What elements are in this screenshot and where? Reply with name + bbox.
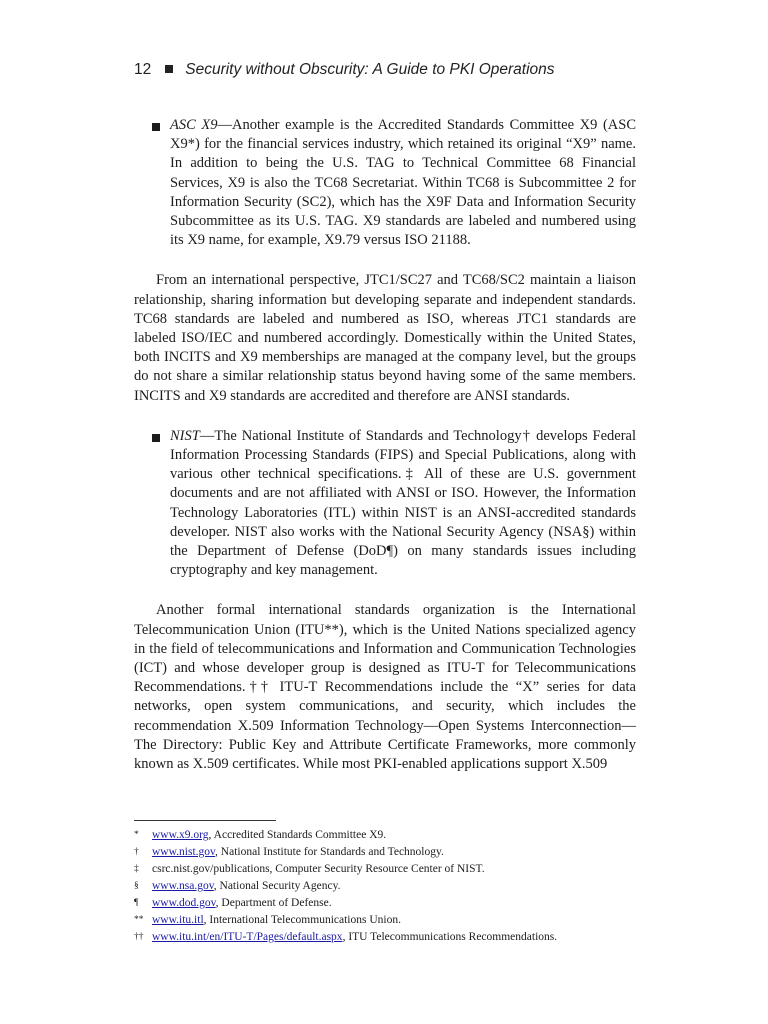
footnote-mark: * xyxy=(134,830,139,840)
footnote-link[interactable]: www.itu.itl xyxy=(152,914,204,926)
footnote-link[interactable]: www.nsa.gov xyxy=(152,880,214,892)
footnote-link[interactable]: www.itu.int/en/ITU-T/Pages/default.aspx xyxy=(152,931,343,943)
square-bullet-icon xyxy=(152,434,160,442)
page-number: 12 xyxy=(134,61,152,78)
footnote-mark: ‡ xyxy=(134,864,139,874)
footnote-mark: †† xyxy=(134,932,144,942)
bullet-body: —The National Institute of Standards and Technology† develops Federal Information Processing Standards (FIPS) and Special Publications, along with various other technical specifications.‡ All of these are U.S. government documents and are not affiliated with ANSI or ISO. However, the Information Technology Laboratories (ITL) within NIST is an ANSI-accredited standards developer. NIST also works with the National Security Agency (NSA§) within the Department of Defense (DoD¶) on many standards issues including cryptography and key management. xyxy=(170,427,636,579)
bullet-body: —Another example is the Accredited Standards Committee X9 (ASC X9*) for the financial services industry, which retained its original “X9” name. In addition to being the U.S. TAG to Technical Committee 68 Financial Services, X9 is also the TC68 Secretariat. Within TC68 is Subcommittee 2 for Information Security (SC2), which has the X9F Data and Information Security Subcommittee as its U.S. TAG. X9 standards are labeled and numbered using its X9 name, for example, X9.79 versus ISO 21188. xyxy=(170,117,636,249)
footnote-text: , ITU Telecommunications Recommendations. xyxy=(342,931,558,943)
footnote-text: csrc.nist.gov/publications, Computer Security Resource Center of NIST. xyxy=(152,863,485,875)
bullet-term: ASC X9 xyxy=(170,117,218,133)
footnote-link[interactable]: www.nist.gov xyxy=(152,846,216,858)
footnote-text: , Department of Defense. xyxy=(215,897,332,909)
footnote xyxy=(134,878,654,895)
book-title: Security without Obscurity: A Guide to PKI Operations xyxy=(185,61,555,78)
square-bullet-icon xyxy=(152,123,160,131)
footnote xyxy=(134,844,654,861)
footnote xyxy=(134,895,654,912)
bullet-item-nist xyxy=(134,427,636,581)
footnote-text: , Accredited Standards Committee X9. xyxy=(208,829,387,841)
footnote-text: , National Institute for Standards and Technology. xyxy=(215,846,444,858)
footnote-mark: ** xyxy=(134,915,144,925)
running-header xyxy=(134,59,728,81)
footnote-mark: † xyxy=(134,847,139,857)
bullet-item-asc-x9 xyxy=(134,116,636,250)
footnote-text: , National Security Agency. xyxy=(213,880,341,892)
footnote-mark: ¶ xyxy=(134,898,139,908)
paragraph: From an international perspective, JTC1/SC27 and TC68/SC2 maintain a liaison relationship, sharing information but developing separate and independent standards. TC68 standards are labeled and numbered as ISO, whereas JTC1 standards are labeled ISO/IEC and numbered accordingly. Domestically within the United States, both INCITS and X9 memberships are managed at the company level, but the groups do not share a similar relationship status beyond having some of the same members. INCITS and X9 standards are accredited and therefore are ANSI standards. xyxy=(134,272,636,404)
footnote xyxy=(134,861,654,878)
footnotes xyxy=(134,827,654,946)
footnote xyxy=(134,929,654,946)
footnote-text: , International Telecommunications Union. xyxy=(203,914,401,926)
footnote-mark: § xyxy=(134,881,139,891)
footnote-divider xyxy=(134,820,276,821)
paragraph: Another formal international standards organization is the International Telecommunication Union (ITU**), which is the United Nations specialized agency in the field of telecommunications and Information and Communication Technologies (ICT) and whose developer group is designed as ITU-T for Telecommunications Recommendations.†† ITU-T Recommendations include the “X” series for data networks, open system communications, and security, which includes the recommendation X.509 Information Technology—Open Systems Interconnection—The Directory: Public Key and Attribute Certificate Frameworks, more commonly known as X.509 certificates. While most PKI-enabled applications support X.509 xyxy=(134,602,636,773)
footnote xyxy=(134,912,654,929)
body-text xyxy=(134,116,636,795)
footnote-link[interactable]: www.x9.org xyxy=(152,829,209,841)
bullet-term: NIST xyxy=(170,427,200,444)
footnote-link[interactable]: www.dod.gov xyxy=(152,897,216,909)
footnote xyxy=(134,827,654,844)
header-square-bullet-icon xyxy=(165,65,173,73)
